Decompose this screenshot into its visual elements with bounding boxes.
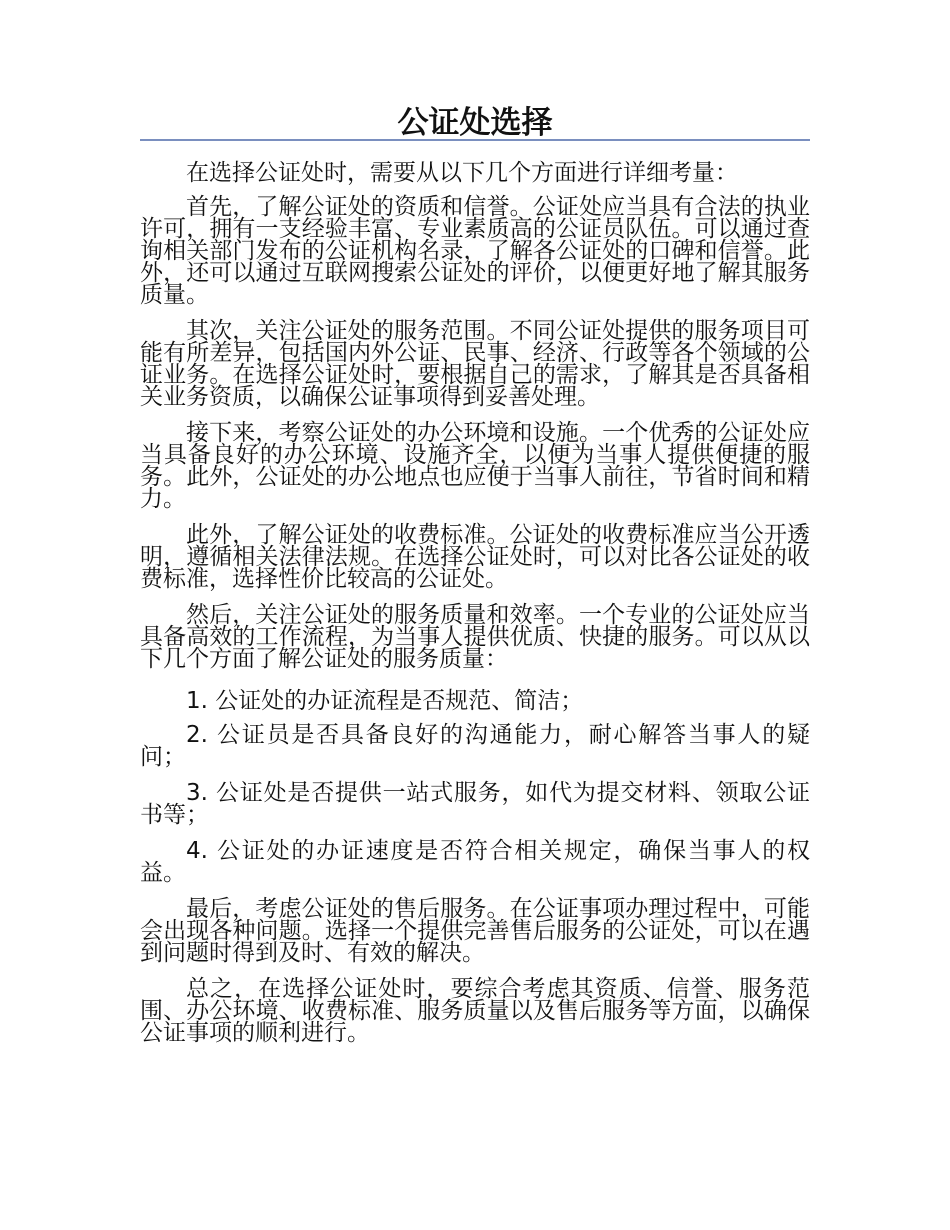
list-item-3: 3. 公证处是否提供一站式服务，如代为提交材料、领取公证书等；	[140, 780, 810, 828]
list-item-2: 2. 公证员是否具备良好的沟通能力，耐心解答当事人的疑问；	[140, 722, 810, 770]
page-title: 公证处选择	[397, 105, 553, 141]
title-underline	[140, 139, 810, 141]
paragraph-service-quality: 然后，关注公证处的服务质量和效率。一个专业的公证处应当具备高效的工作流程，为当事人提供优质、快捷的服务。可以从以下几个方面了解公证处的服务质量：	[140, 602, 810, 672]
paragraph-conclusion: 总之，在选择公证处时，要综合考虑其资质、信誉、服务范围、办公环境、收费标准、服务质量以及售后服务等方面，以确保公证事项的顺利进行。	[140, 976, 810, 1046]
intro-paragraph: 在选择公证处时，需要从以下几个方面进行详细考量：	[186, 160, 738, 186]
paragraph-qualification: 首先，了解公证处的资质和信誉。公证处应当具有合法的执业许可，拥有一支经验丰富、专业素质高的公证员队伍。可以通过查询相关部门发布的公证机构名录，了解各公证处的口碑和信誉。此外，还可以通过互联网搜索公证处的评价，以便更好地了解其服务质量。	[140, 194, 810, 308]
list-item-4: 4. 公证处的办证速度是否符合相关规定，确保当事人的权益。	[140, 838, 810, 886]
paragraph-fees: 此外，了解公证处的收费标准。公证处的收费标准应当公开透明，遵循相关法律法规。在选择公证处时，可以对比各公证处的收费标准，选择性价比较高的公证处。	[140, 522, 810, 592]
paragraph-after-sales: 最后，考虑公证处的售后服务。在公证事项办理过程中，可能会出现各种问题。选择一个提供完善售后服务的公证处，可以在遇到问题时得到及时、有效的解决。	[140, 896, 810, 966]
paragraph-service-scope: 其次，关注公证处的服务范围。不同公证处提供的服务项目可能有所差异，包括国内外公证、民事、经济、行政等各个领域的公证业务。在选择公证处时，要根据自己的需求，了解其是否具备相关业务资质，以确保公证事项得到妥善处理。	[140, 318, 810, 410]
list-item-1: 1. 公证处的办证流程是否规范、简洁；	[186, 688, 584, 714]
document-body	[140, 156, 810, 1058]
paragraph-office-environment: 接下来，考察公证处的办公环境和设施。一个优秀的公证处应当具备良好的办公环境、设施齐全，以便为当事人提供便捷的服务。此外，公证处的办公地点也应便于当事人前往，节省时间和精力。	[140, 420, 810, 512]
